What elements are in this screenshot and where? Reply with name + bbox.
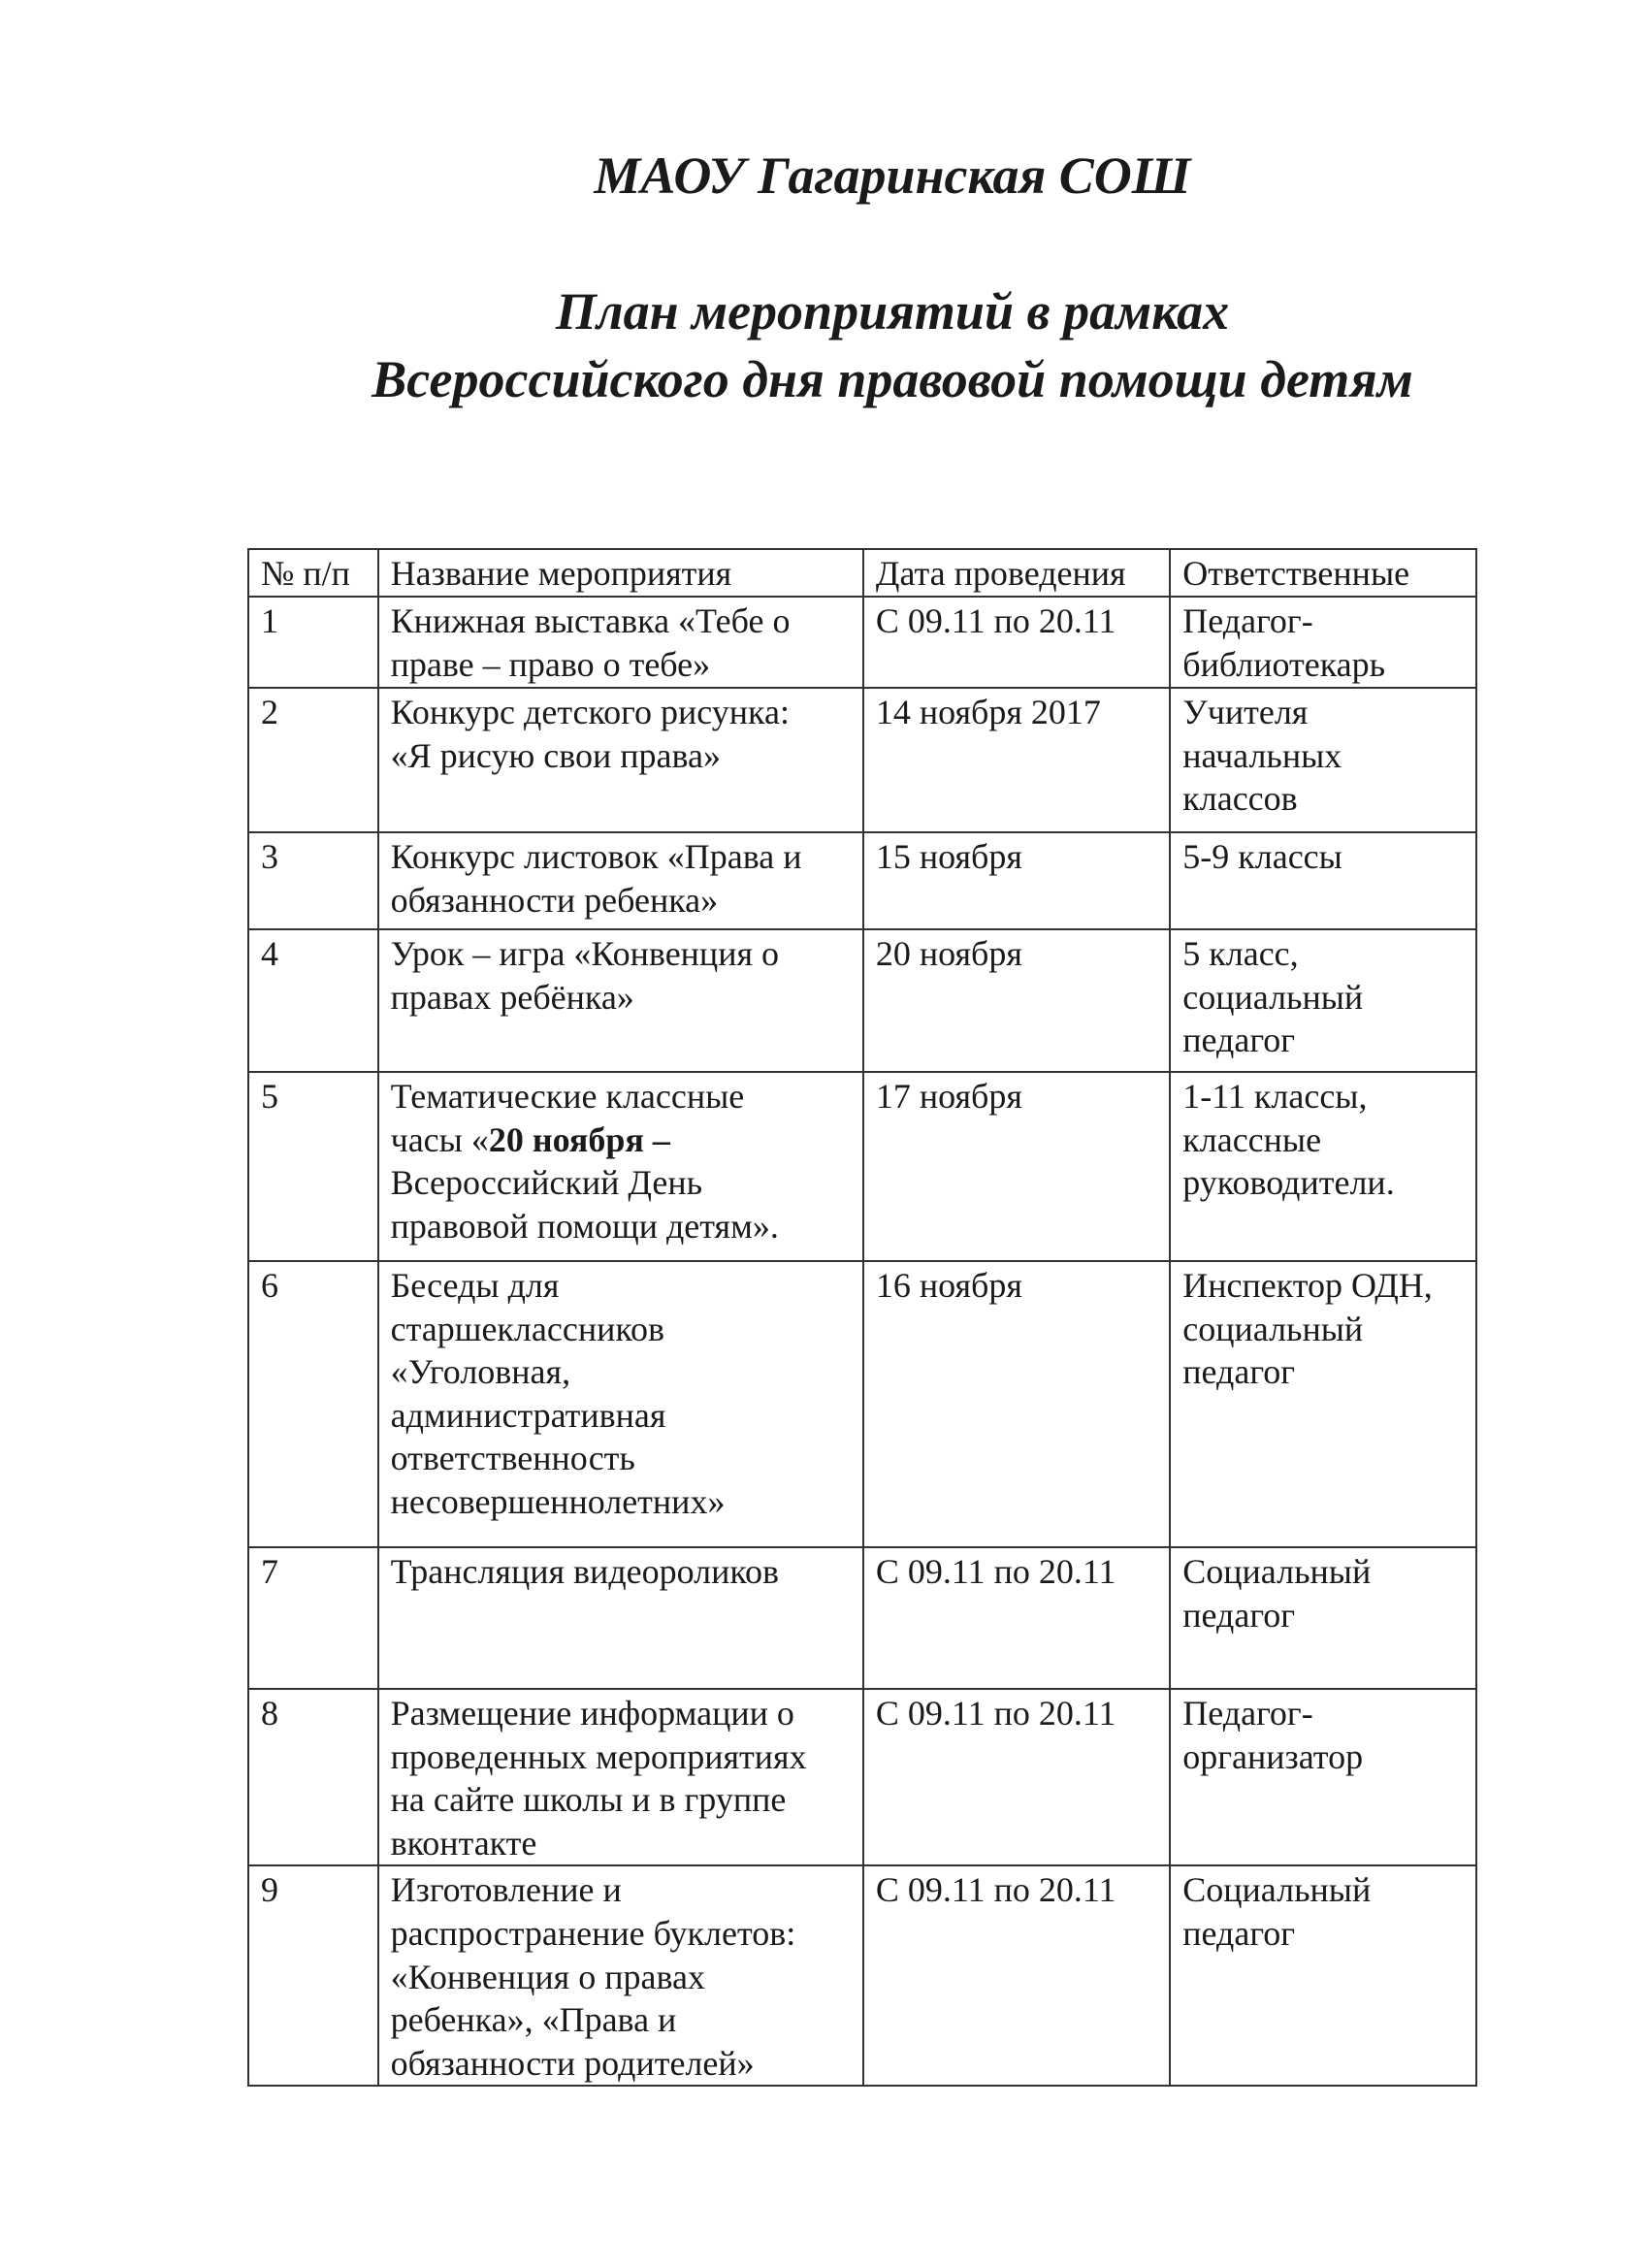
row-number: 1 xyxy=(261,601,278,640)
event-date: С 09.11 по 20.11 xyxy=(875,1694,1116,1733)
table-row xyxy=(248,929,1476,1072)
event-responsible: Инспектор ОДН, социальный педагог xyxy=(1182,1266,1433,1392)
row-number: 5 xyxy=(261,1077,278,1116)
event-date: 15 ноября xyxy=(875,837,1022,876)
row-number: 8 xyxy=(261,1694,278,1733)
event-date: С 09.11 по 20.11 xyxy=(875,601,1116,640)
event-responsible: Социальный педагог xyxy=(1182,1870,1372,1953)
event-name: Конкурс листовок «Права и обязанности ребенка» xyxy=(390,837,802,920)
event-name-part: Всероссийский День правовой помощи детям». xyxy=(390,1163,779,1246)
document-title-line1: План мероприятий в рамках xyxy=(555,282,1230,340)
header-date: Дата проведения xyxy=(863,549,1170,597)
event-name: Трансляция видеороликов xyxy=(390,1552,780,1591)
table-row xyxy=(248,832,1476,929)
event-name: Изготовление и распространение буклетов: «Конвенция о правах ребенка», «Права и обязанности родителей» xyxy=(390,1870,796,2083)
event-name: Беседы для старшеклассников «Уголовная, административная ответственность несовершеннолетних» xyxy=(390,1266,726,1521)
table-row xyxy=(248,1072,1476,1261)
event-responsible: Социальный педагог xyxy=(1182,1552,1372,1635)
event-name: Размещение информации о проведенных мероприятиях на сайте школы и в группе вконтакте xyxy=(390,1694,807,1863)
table-row xyxy=(248,597,1476,688)
header-name: Название мероприятия xyxy=(378,549,863,597)
event-date: 16 ноября xyxy=(875,1266,1022,1305)
table-row xyxy=(248,1689,1476,1865)
events-table xyxy=(247,548,1477,2087)
event-name: Конкурс детского рисунка: «Я рисую свои права» xyxy=(390,693,790,775)
event-date: 17 ноября xyxy=(875,1077,1022,1116)
event-name-bold: 20 ноября – xyxy=(488,1119,670,1159)
event-date: С 09.11 по 20.11 xyxy=(875,1552,1116,1591)
row-number: 2 xyxy=(261,693,278,731)
event-date: 14 ноября 2017 xyxy=(875,693,1101,731)
event-name-part: Тематические классные часы « xyxy=(390,1077,745,1159)
row-number: 4 xyxy=(261,934,278,973)
document-title-line2: Всероссийского дня правовой помощи детям xyxy=(372,350,1413,408)
row-number: 7 xyxy=(261,1552,278,1591)
event-name xyxy=(391,1075,851,1247)
table-header-row xyxy=(248,549,1476,597)
school-name: МАОУ Гагаринская СОШ xyxy=(594,146,1191,205)
event-responsible: Педагог- организатор xyxy=(1182,1694,1364,1776)
event-responsible: 1-11 классы, классные руководители. xyxy=(1182,1077,1395,1203)
event-responsible: 5 класс, социальный педагог xyxy=(1182,934,1364,1060)
event-date: 20 ноября xyxy=(875,934,1022,973)
event-name: Урок – игра «Конвенция о правах ребёнка» xyxy=(390,934,780,1017)
header-responsible: Ответственные xyxy=(1170,549,1476,597)
table-row xyxy=(248,1547,1476,1689)
event-responsible: Учителя начальных классов xyxy=(1182,693,1342,819)
table-row xyxy=(248,1865,1476,2086)
table-row xyxy=(248,688,1476,832)
event-responsible: Педагог- библиотекарь xyxy=(1182,601,1386,684)
header-number: № п/п xyxy=(248,549,378,597)
row-number: 6 xyxy=(261,1266,278,1305)
table-row xyxy=(248,1261,1476,1547)
row-number: 3 xyxy=(261,837,278,876)
event-name: Книжная выставка «Тебе о праве – право о тебе» xyxy=(390,601,791,684)
event-responsible: 5-9 классы xyxy=(1182,837,1342,876)
row-number: 9 xyxy=(261,1870,278,1910)
event-date: С 09.11 по 20.11 xyxy=(875,1870,1116,1910)
